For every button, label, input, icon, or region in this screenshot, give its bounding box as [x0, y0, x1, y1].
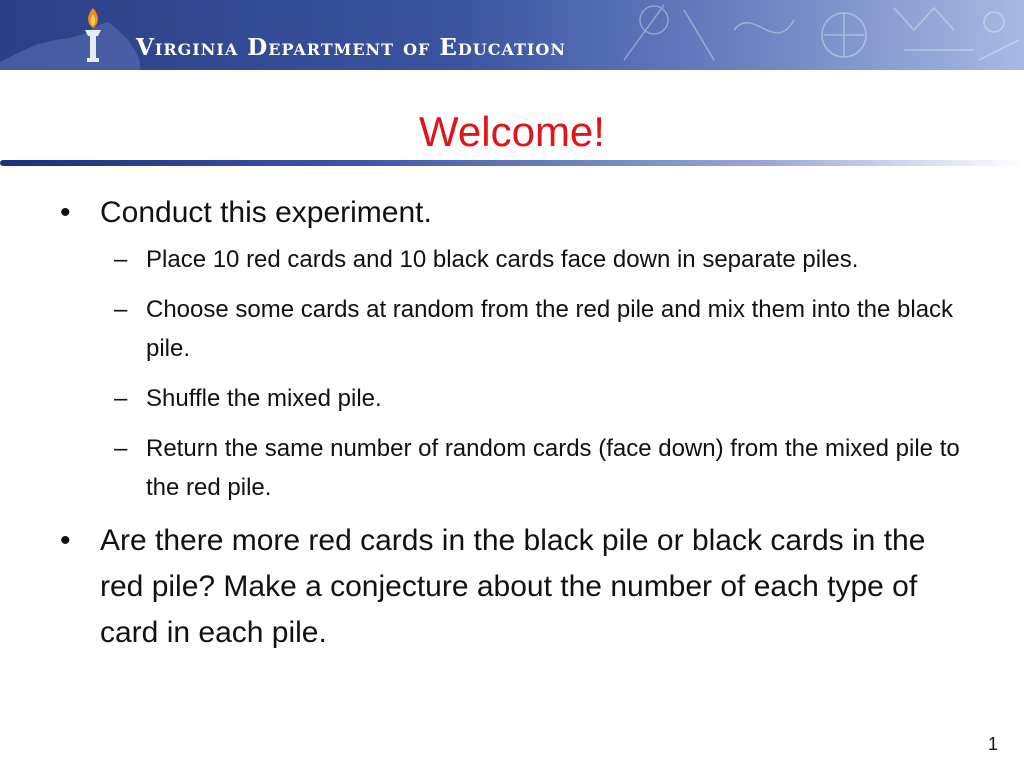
- sub-bullet-text: Shuffle the mixed pile.: [146, 385, 382, 412]
- banner-decoration: [594, 0, 1024, 70]
- bullet-item: [60, 190, 960, 236]
- virginia-map-icon: [0, 0, 140, 70]
- bullet-item: [60, 518, 960, 656]
- bullet-text: Conduct this experiment.: [100, 196, 432, 229]
- slide-content: [60, 190, 960, 660]
- organization-name: Virginia Department of Education: [136, 34, 566, 61]
- dash-icon: –: [114, 435, 128, 462]
- header-banner: [0, 0, 1024, 70]
- dash-icon: –: [114, 385, 128, 412]
- sub-bullet-text: Place 10 red cards and 10 black cards face down in separate piles.: [146, 246, 859, 273]
- bullet-icon: •: [60, 196, 71, 229]
- slide-title: Welcome!: [419, 108, 605, 155]
- sub-bullet-text: Choose some cards at random from the red pile and mix them into the black pile.: [146, 296, 954, 362]
- title-divider: [0, 160, 1024, 166]
- sub-bullet-item: [60, 429, 960, 507]
- dash-icon: –: [114, 246, 128, 273]
- torch-icon: [78, 6, 108, 66]
- page-number: 1: [987, 734, 998, 754]
- sub-bullet-item: [60, 379, 960, 418]
- sub-bullet-item: [60, 240, 960, 279]
- dash-icon: –: [114, 296, 128, 323]
- bullet-text: Are there more red cards in the black pile or black cards in the red pile? Make a conjecture about the number of each type of card in each pile.: [100, 524, 926, 649]
- sub-bullet-item: [60, 290, 960, 368]
- bullet-icon: •: [60, 524, 71, 557]
- sub-bullet-text: Return the same number of random cards (face down) from the mixed pile to the red pile.: [146, 435, 960, 501]
